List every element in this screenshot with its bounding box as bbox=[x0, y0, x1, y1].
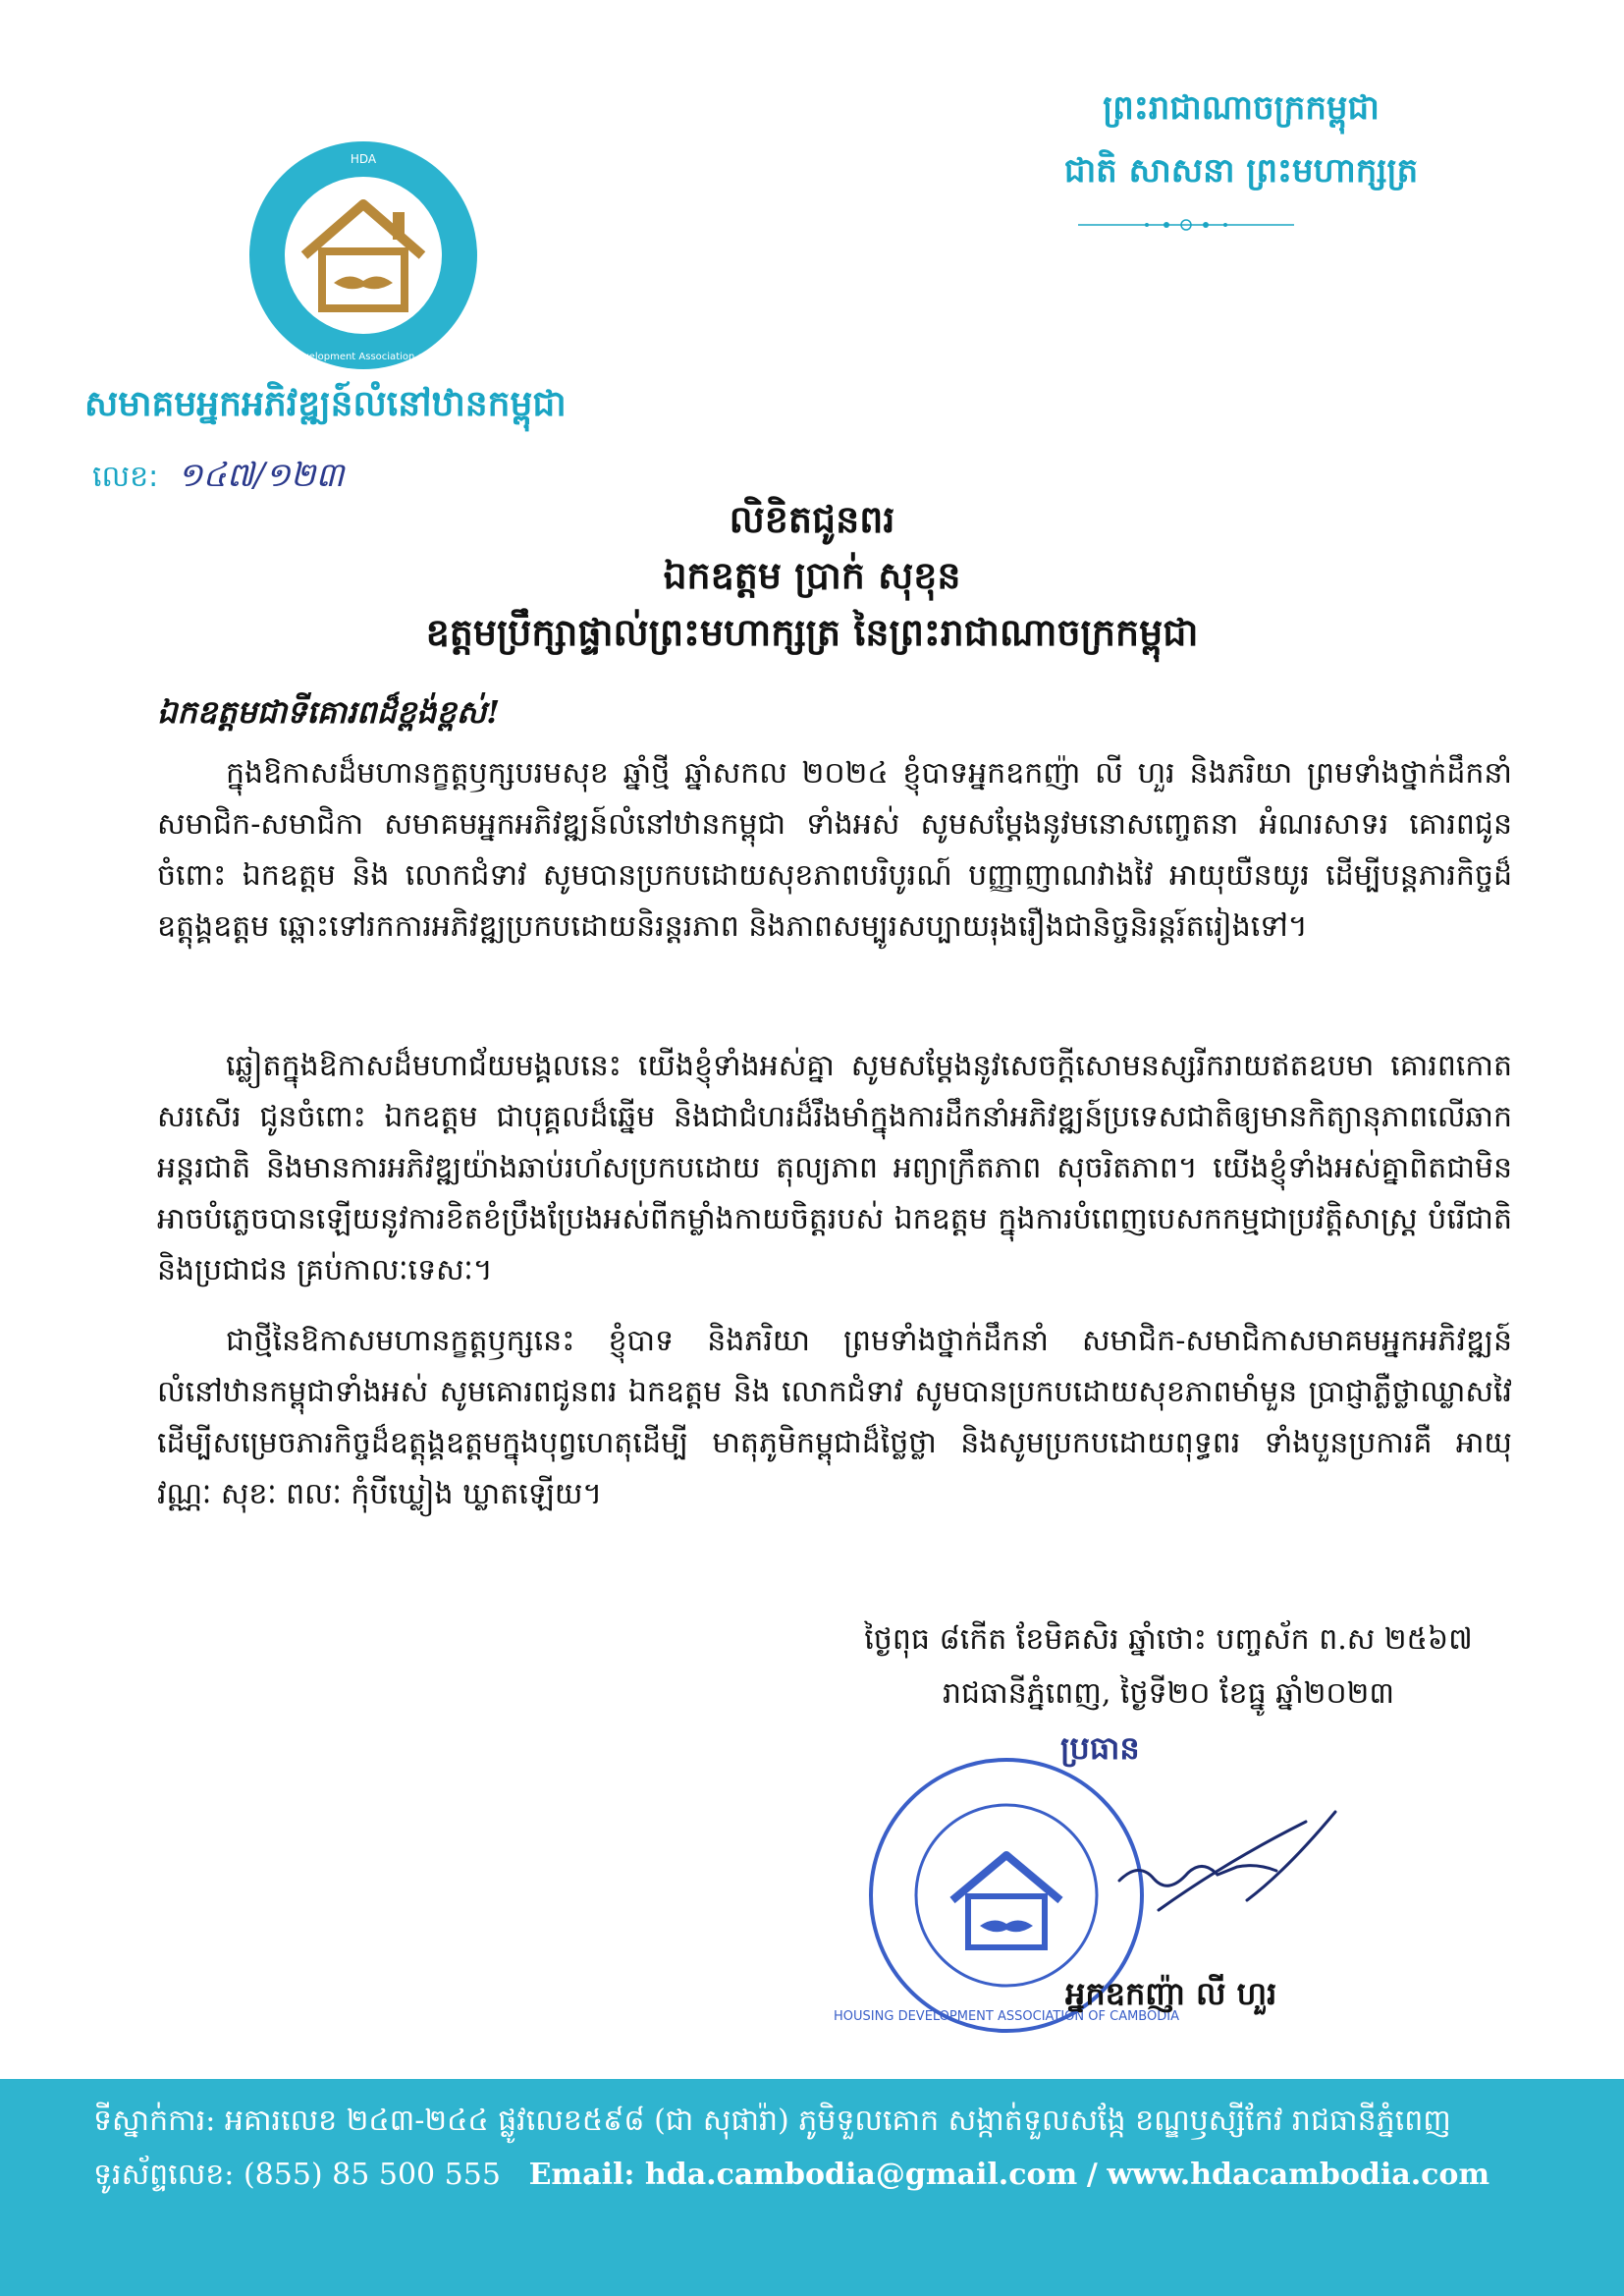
ornament-divider bbox=[1078, 218, 1294, 232]
paragraph-1: ក្នុងឱកាសដ៏មហានក្ខត្តឫក្សបរមសុខ ឆ្នាំថ្មី ឆ្នាំសកល ២០២៤ ខ្ញុំបាទអ្នកឧកញ៉ា លី ហួរ និងភរិយា ព្រមទាំងថ្នាក់ដឹកនាំ សមាជិក-សមាជិកា សមាគមអ្នកអភិវឌ្ឍន៍លំនៅឋានកម្ពុជា ទាំងអស់ សូមសម្តែងនូវមនោសញ្ចេតនា អំណរសាទរ គោរពជូនចំពោះ ឯកឧត្តម និង លោកជំទាវ សូមបានប្រកបដោយសុខភាពបរិបូរណ៍ បញ្ញាញាណវាងវៃ អាយុយឺនយូរ ដើម្បីបន្តភារកិច្ចដ៏ឧត្តុង្គឧត្តម ឆ្ពោះទៅរកការអភិវឌ្ឍប្រកបដោយនិរន្តរភាព និងភាពសម្បូរសប្បាយរុងរឿងជានិច្ចនិរន្តរ៍តរៀងទៅ។ bbox=[157, 756, 1512, 944]
place-date: រាជធានីភ្នំពេញ, ថ្ងៃទី២០ ខែធ្នូ ឆ្នាំ២០២៣ bbox=[942, 1676, 1395, 1711]
organization-name: សមាគមអ្នកអភិវឌ្ឍន៍លំនៅឋានកម្ពុជា bbox=[84, 383, 567, 424]
reference-label: លេខ: bbox=[92, 460, 159, 494]
svg-text:Housing Development Associatio: Housing Development Association of Cambodia bbox=[246, 352, 480, 362]
email-address[interactable]: Email: hda.cambodia@gmail.com bbox=[528, 2158, 1078, 2192]
salutation: ឯកឧត្តមជាទីគោរពដ៏ខ្ពង់ខ្ពស់! bbox=[157, 693, 501, 731]
kingdom-line-1: ព្រះរាជាណាចក្រកម្ពុជា bbox=[1103, 88, 1380, 128]
phone-number: (855) 85 500 555 bbox=[243, 2158, 501, 2192]
recipient-position: ឧត្តមប្រឹក្សាផ្ទាល់ព្រះមហាក្សត្រ នៃព្រះរាជាណាចក្រកម្ពុជា bbox=[425, 610, 1199, 654]
signer-position: ប្រធាន bbox=[1060, 1729, 1140, 1767]
recipient-name: ឯកឧត្តម ប្រាក់ សុខុន bbox=[663, 553, 961, 597]
signer-name: អ្នកឧកញ៉ា លី ហួរ bbox=[1065, 1975, 1277, 2012]
reference-value: ១៤៧/១២៣ bbox=[177, 456, 345, 495]
lunar-date: ថ្ងៃពុធ ៨កើត ខែមិគសិរ ឆ្នាំថោះ បញ្ចស័ក ព.ស ២៥៦៧ bbox=[864, 1622, 1473, 1657]
footer-address: ទីស្នាក់ការ: អគារលេខ ២៤៣-២៤៤ ផ្លូវលេខ៥៩៨ (ជា សុផារ៉ា) ភូមិទួលគោក សង្កាត់ទួលសង្កែ ខណ្ឌឫស្សីកែវ រាជធានីភ្នំពេញ bbox=[93, 2104, 1451, 2138]
letter-title: លិខិតជូនពរ bbox=[729, 497, 895, 541]
svg-text:HDA: HDA bbox=[350, 152, 377, 166]
kingdom-line-2: ជាតិ សាសនា ព្រះមហាក្សត្រ bbox=[1063, 151, 1419, 191]
footer-contact bbox=[93, 2156, 1489, 2199]
association-logo bbox=[245, 137, 481, 373]
svg-text:HOUSING DEVELOPMENT ASSOCIATIO: HOUSING DEVELOPMENT ASSOCIATION OF CAMBODIA bbox=[834, 2009, 1179, 2024]
signature bbox=[1100, 1802, 1355, 1940]
contact-separator: / bbox=[1086, 2158, 1098, 2192]
website-link[interactable]: www.hdacambodia.com bbox=[1107, 2158, 1490, 2192]
paragraph-2: ឆ្លៀតក្នុងឱកាសដ៏មហាជ័យមង្គលនេះ យើងខ្ញុំទាំងអស់គ្នា សូមសម្តែងនូវសេចក្តីសោមនស្សរីករាយឥតឧបមា គោរពកោតសរសើរ ជូនចំពោះ ឯកឧត្តម ជាបុគ្គលដ៏ឆ្នើម និងជាជំហរដ៏រឹងមាំក្នុងការដឹកនាំអភិវឌ្ឍន៍ប្រទេសជាតិឲ្យមានកិត្យានុភាពលើឆាកអន្តរជាតិ និងមានការអភិវឌ្ឍយ៉ាងឆាប់រហ័សប្រកបដោយ តុល្យភាព អព្យាក្រឹតភាព សុចរិតភាព។ យើងខ្ញុំទាំងអស់គ្នាពិតជាមិនអាចបំភ្លេចបានឡើយនូវការខិតខំប្រឹងប្រែងអស់ពីកម្លាំងកាយចិត្តរបស់ ឯកឧត្តម ក្នុងការបំពេញបេសកកម្មជាប្រវត្តិសាស្ត្រ បំរើជាតិ និងប្រជាជន គ្រប់កាលៈទេសៈ។ bbox=[157, 1049, 1512, 1287]
paragraph-3: ជាថ្មីនៃឱកាសមហានក្ខត្តឫក្សនេះ ខ្ញុំបាទ និងភរិយា ព្រមទាំងថ្នាក់ដឹកនាំ សមាជិក-សមាជិកាសមាគមអ្នកអភិវឌ្ឍន៍លំនៅឋានកម្ពុជាទាំងអស់ សូមគោរពជូនពរ ឯកឧត្តម និង លោកជំទាវ សូមបានប្រកបដោយសុខភាពមាំមួន ប្រាជ្ញាភ្លឺថ្លាឈ្លាសវៃ ដើម្បីសម្រេចភារកិច្ចដ៏ឧត្តុង្គឧត្តមក្នុងបុព្វហេតុដើម្បី មាតុភូមិកម្ពុជាដ៏ថ្លៃថ្លា និងសូមប្រកបដោយពុទ្ធពរ ទាំងបួនប្រការគឺ អាយុ វណ្ណៈ សុខៈ ពលៈ កុំបីឃ្លៀង ឃ្លាតឡើយ។ bbox=[157, 1324, 1512, 1511]
phone-label: ទូរស័ព្ទលេខ: bbox=[93, 2158, 235, 2192]
